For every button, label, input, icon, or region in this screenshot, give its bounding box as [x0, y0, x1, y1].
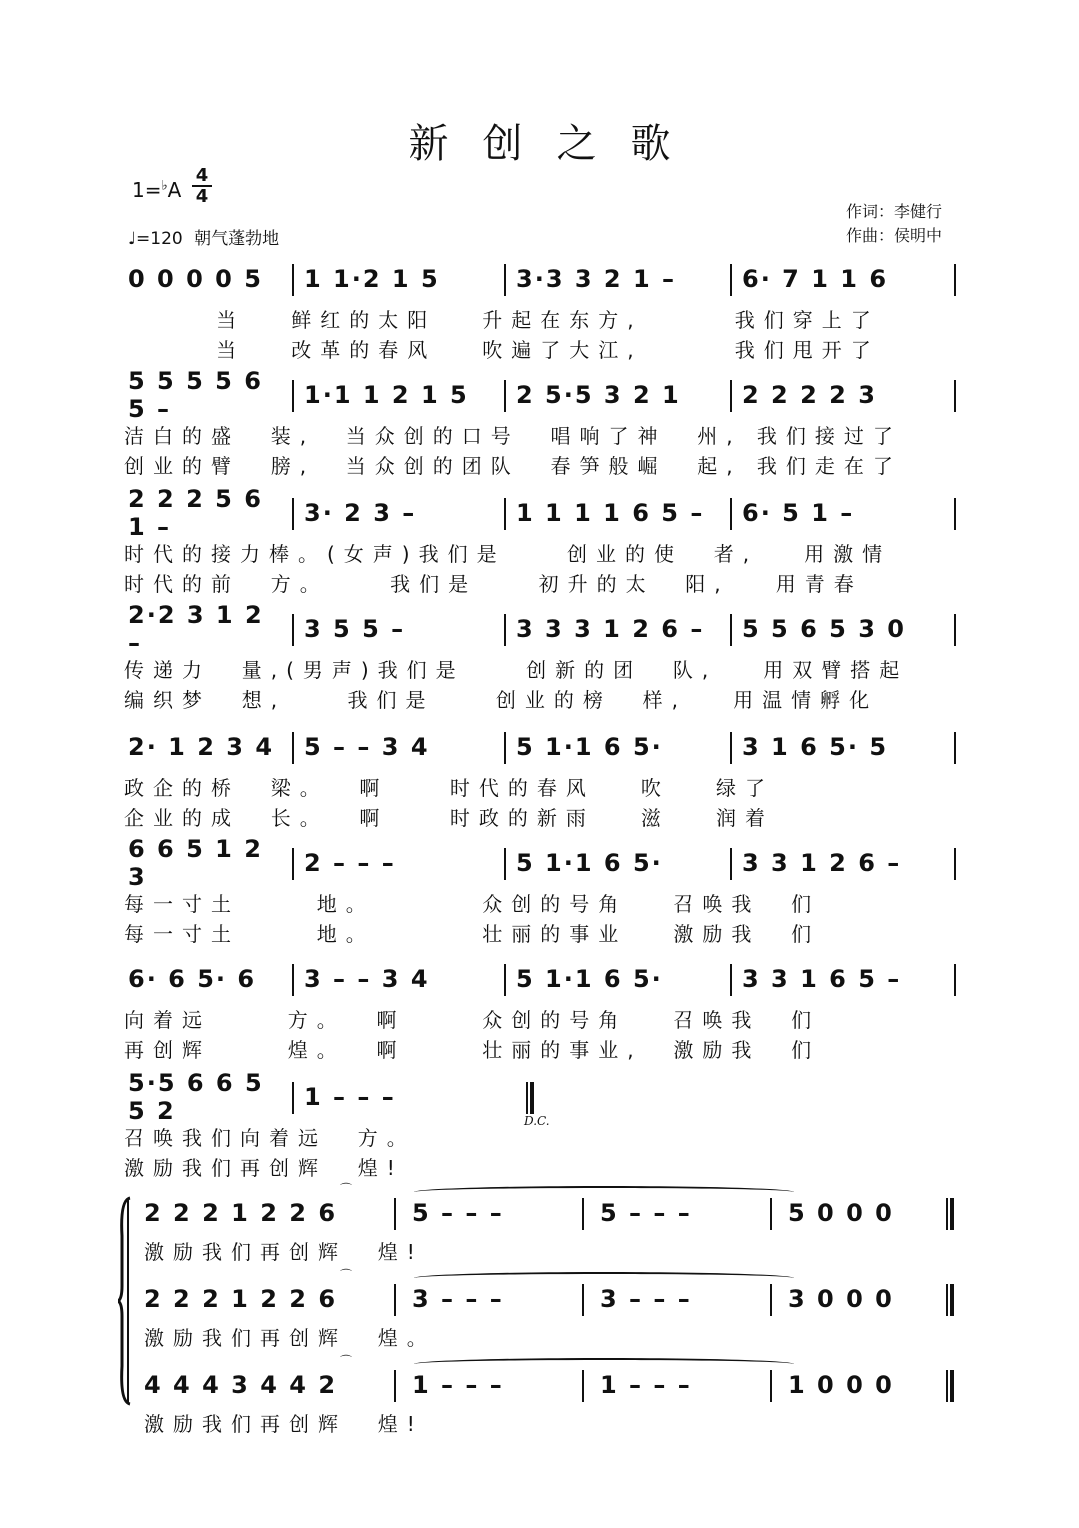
- measure: 1 1·2 1 5: [304, 265, 440, 293]
- barline: [730, 964, 732, 996]
- barline: [954, 380, 956, 412]
- lyric-line: 政企的桥 梁。 啊 时代的春风 吹 绿了: [124, 776, 775, 800]
- measure: 6· 7 1 1 6: [742, 265, 889, 293]
- barline: [770, 1370, 772, 1402]
- measure: 1 1 1 1 6 5 –: [516, 499, 705, 527]
- music-row: [124, 485, 958, 596]
- barline: [582, 1284, 584, 1316]
- lyric-line: 召唤我们向着远 方。: [124, 1126, 416, 1150]
- music-row: [124, 601, 958, 712]
- measure: 2 5·5 3 2 1: [516, 381, 681, 409]
- lyricist-credit: 作词：李健行: [846, 202, 943, 221]
- measure: 3 – – –: [600, 1285, 692, 1313]
- barline: [770, 1284, 772, 1316]
- dc-marking: D.C.: [524, 1114, 550, 1128]
- lyric-line: 每一寸土 地。 壮丽的事业 激励我 们: [124, 922, 821, 946]
- coda-part: [124, 1354, 958, 1436]
- measure: 6· 5 1 –: [742, 499, 855, 527]
- fermata-icon: ⌒: [340, 1354, 353, 1368]
- barline: [292, 964, 294, 996]
- measure: 3 1 6 5· 5: [742, 733, 889, 761]
- barline: [954, 848, 956, 880]
- barline: [394, 1198, 396, 1230]
- measure: 5 – – –: [600, 1199, 692, 1227]
- lyric-line: 每一寸土 地。 众创的号角 召唤我 们: [124, 892, 821, 916]
- lyric-line: 编织梦 想, 我们是 创业的榜 样, 用温情孵化: [124, 688, 879, 712]
- measure: 3 0 0 0: [788, 1285, 894, 1313]
- time-signature: [192, 166, 212, 206]
- barline: [954, 732, 956, 764]
- measure: 5 1·1 6 5·: [516, 965, 663, 993]
- barline: [770, 1198, 772, 1230]
- measure: 1 – – –: [600, 1371, 692, 1399]
- music-row: [124, 1069, 958, 1180]
- measure: 5 1·1 6 5·: [516, 849, 663, 877]
- key-letter: A: [167, 178, 182, 202]
- key-prefix: 1=: [132, 178, 162, 202]
- barline: [504, 848, 506, 880]
- flat-icon: ♭: [161, 178, 168, 194]
- key-signature: [132, 178, 181, 202]
- measure: 2 2 2 2 3: [742, 381, 877, 409]
- barline: [730, 732, 732, 764]
- measure: 3 – – 3 4: [304, 965, 430, 993]
- credits: [846, 200, 942, 248]
- measure: 3 – – –: [412, 1285, 504, 1313]
- barline: [504, 964, 506, 996]
- fermata-icon: ⌒: [340, 1268, 353, 1282]
- measure: 3 3 1 6 5 –: [742, 965, 902, 993]
- barline: [730, 848, 732, 880]
- tie-icon: [414, 1358, 794, 1370]
- measure: 2 2 2 1 2 2 6: [144, 1199, 338, 1227]
- barline: [730, 614, 732, 646]
- barline: [954, 264, 956, 296]
- barline: [292, 614, 294, 646]
- system-brace: [118, 1196, 132, 1406]
- barline: [504, 498, 506, 530]
- lyric-line: 洁白的盛 装, 当众创的口号 唱响了神 州, 我们接过了: [124, 424, 902, 448]
- final-barline: [946, 1284, 954, 1316]
- measure: 4 4 4 3 4 4 2: [144, 1371, 338, 1399]
- barline: [394, 1284, 396, 1316]
- measure: 1 0 0 0: [788, 1371, 894, 1399]
- barline: [954, 964, 956, 996]
- coda-part: [124, 1182, 958, 1264]
- measure: 3 5 5 –: [304, 615, 406, 643]
- barline: [504, 614, 506, 646]
- measure: 5 0 0 0: [788, 1199, 894, 1227]
- coda-part: [124, 1268, 958, 1350]
- lyric-line: 创业的臂 膀, 当众创的团队 春笋般崛 起, 我们走在了: [124, 454, 902, 478]
- barline: [730, 380, 732, 412]
- measure: 3 3 3 1 2 6 –: [516, 615, 705, 643]
- measure: 5 1·1 6 5·: [516, 733, 663, 761]
- measure: 6 6 5 1 2 3: [128, 835, 263, 891]
- measure: 3· 2 3 –: [304, 499, 417, 527]
- lyric-line: 激励我们再创辉 煌!: [124, 1156, 404, 1180]
- barline: [504, 380, 506, 412]
- lyric-line: 激励我们再创辉 煌!: [144, 1240, 424, 1264]
- measure: 3 3 1 2 6 –: [742, 849, 902, 877]
- fermata-icon: ⌒: [340, 1182, 353, 1196]
- music-row: [124, 730, 958, 830]
- barline: [394, 1370, 396, 1402]
- measure: 3·3 3 2 1 –: [516, 265, 677, 293]
- barline: [582, 1370, 584, 1402]
- final-barline: [946, 1198, 954, 1230]
- measure: 6· 6 5· 6: [128, 965, 257, 993]
- quarter-note-icon: ♩: [128, 229, 137, 249]
- final-barline: [946, 1370, 954, 1402]
- barline: [582, 1198, 584, 1230]
- song-title: 新创之歌: [408, 121, 705, 167]
- barline: [504, 264, 506, 296]
- barline: [292, 380, 294, 412]
- measure: 1 – – –: [304, 1083, 396, 1111]
- lyric-line: 向着远 方。 啊 众创的号角 召唤我 们: [124, 1008, 821, 1032]
- final-barline: [526, 1082, 534, 1114]
- tie-icon: [414, 1186, 794, 1198]
- music-row: [124, 962, 958, 1062]
- measure: 5 – – –: [412, 1199, 504, 1227]
- time-signature-bottom: 4: [195, 186, 209, 207]
- lyric-line: 激励我们再创辉 煌。: [144, 1326, 436, 1350]
- tempo-value: =120: [136, 229, 183, 249]
- measure: 1 – – –: [412, 1371, 504, 1399]
- lyric-line: 传递力 量,(男声)我们是 创新的团 队, 用双臂搭起: [124, 658, 909, 682]
- time-signature-top: 4: [192, 166, 212, 187]
- measure: 1·1 1 2 1 5: [304, 381, 469, 409]
- measure: 0 0 0 0 5: [128, 265, 263, 293]
- lyric-line: 再创辉 煌。 啊 壮丽的事业, 激励我 们: [124, 1038, 821, 1062]
- measure: 2 2 2 5 6 1 –: [128, 485, 263, 541]
- barline: [292, 848, 294, 880]
- barline: [730, 498, 732, 530]
- composer-credit: 作曲：侯明中: [846, 226, 943, 245]
- lyric-line: 激励我们再创辉 煌!: [144, 1412, 424, 1436]
- measure: 5·5 6 6 5 5 2: [128, 1069, 264, 1125]
- barline: [954, 614, 956, 646]
- tie-icon: [414, 1272, 794, 1284]
- music-row: [124, 835, 958, 946]
- barline: [292, 498, 294, 530]
- lyric-line: 当 鲜红的太阳 升起在东方, 我们穿上了: [124, 308, 880, 332]
- barline: [292, 1082, 294, 1114]
- lyric-line: 当 改革的春风 吹遍了大江, 我们甩开了: [124, 338, 880, 362]
- measure: 5 5 6 5 3 0: [742, 615, 906, 643]
- barline: [292, 732, 294, 764]
- measure: 2 – – –: [304, 849, 396, 877]
- music-row: [124, 262, 958, 362]
- lyric-line: 企业的成 长。 啊 时政的新雨 滋 润着: [124, 806, 775, 830]
- barline: [292, 264, 294, 296]
- lyric-line: 时代的前 方。 我们是 初升的太 阳, 用青春: [124, 572, 863, 596]
- barline: [504, 732, 506, 764]
- barline: [730, 264, 732, 296]
- measure: 5 5 5 5 6 5 –: [128, 367, 263, 423]
- measure: 5 – – 3 4: [304, 733, 430, 761]
- lyric-line: 时代的接力棒。(女声)我们是 创业的使 者, 用激情: [124, 542, 892, 566]
- tempo-marking: [128, 224, 279, 249]
- music-row: [124, 367, 958, 478]
- measure: 2·2 3 1 2 –: [128, 601, 264, 657]
- measure: 2 2 2 1 2 2 6: [144, 1285, 338, 1313]
- barline: [954, 498, 956, 530]
- tempo-mood: 朝气蓬勃地: [194, 229, 280, 249]
- measure: 2· 1 2 3 4: [128, 733, 275, 761]
